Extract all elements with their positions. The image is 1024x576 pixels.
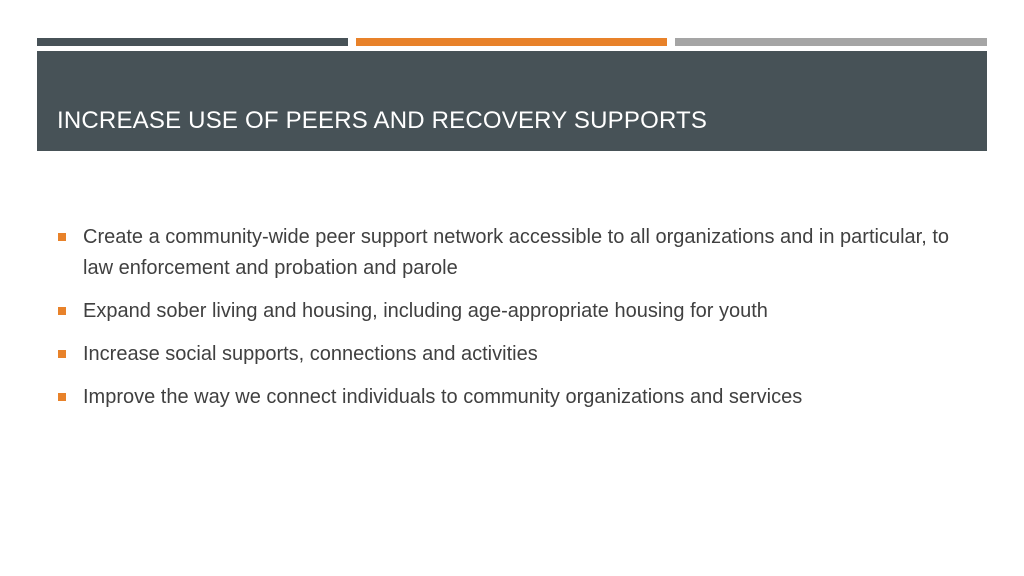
slide-title: INCREASE USE OF PEERS AND RECOVERY SUPPORTS bbox=[57, 107, 708, 134]
square-bullet-icon bbox=[58, 233, 66, 241]
bullet-item bbox=[56, 339, 956, 370]
bullet-list bbox=[56, 222, 956, 425]
accent-bar-dark bbox=[37, 38, 348, 46]
bullet-text: Improve the way we connect individuals to community organizations and services bbox=[83, 386, 803, 408]
bullet-text: Expand sober living and housing, including age-appropriate housing for youth bbox=[83, 300, 768, 322]
square-bullet-icon bbox=[58, 350, 66, 358]
accent-bar-gray bbox=[675, 38, 987, 46]
bullet-item bbox=[56, 382, 956, 413]
title-band bbox=[37, 51, 987, 151]
square-bullet-icon bbox=[58, 307, 66, 315]
bullet-text: Increase social supports, connections and activities bbox=[83, 343, 538, 365]
bullet-text: Create a community-wide peer support network accessible to all organizations and in particular, to law enforcement and probation and parole bbox=[83, 226, 949, 279]
bullet-item bbox=[56, 296, 956, 327]
bullet-item bbox=[56, 222, 956, 284]
square-bullet-icon bbox=[58, 393, 66, 401]
accent-bar-orange bbox=[356, 38, 667, 46]
